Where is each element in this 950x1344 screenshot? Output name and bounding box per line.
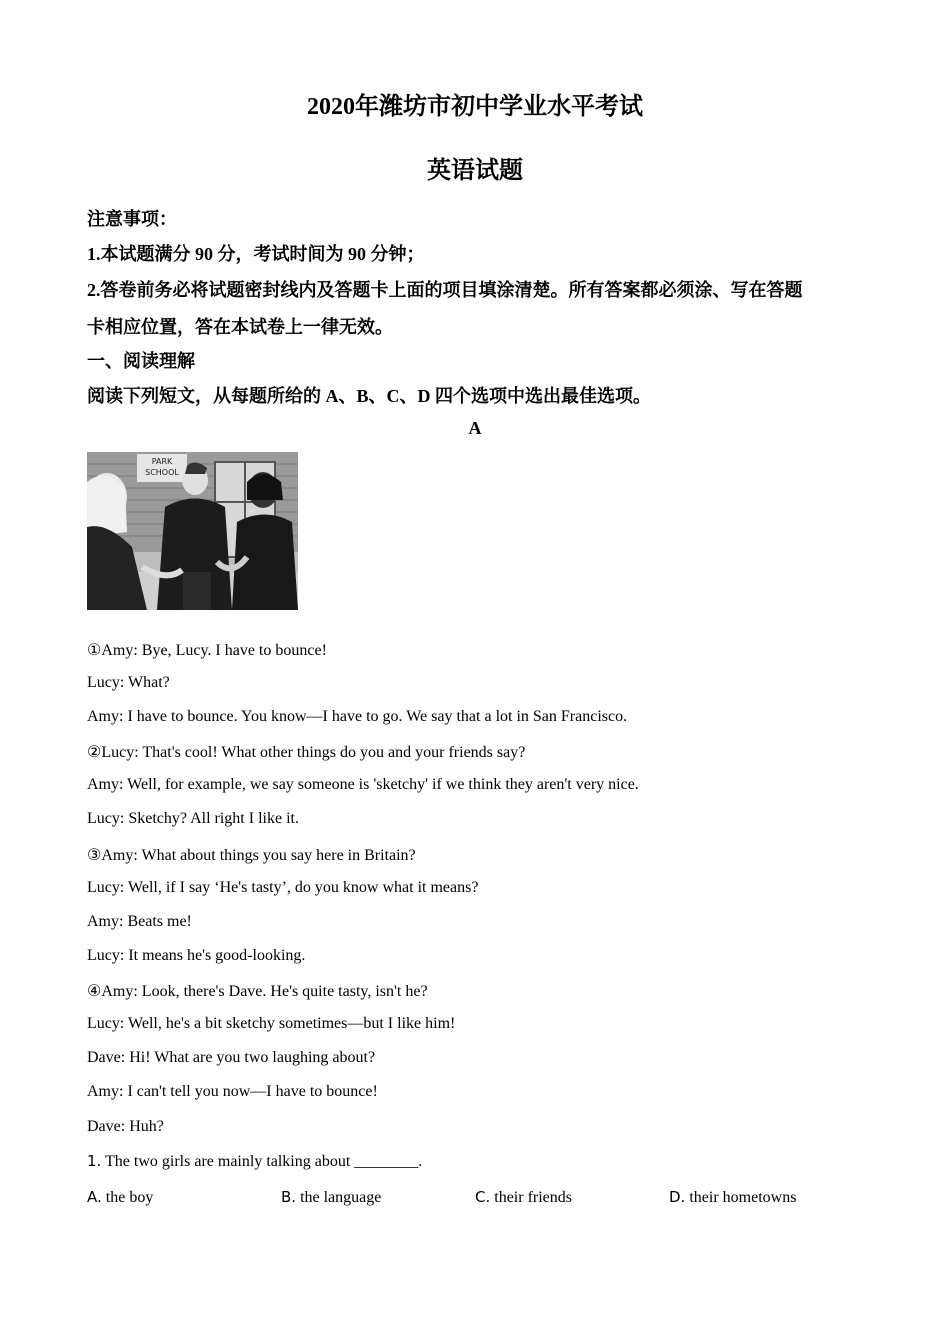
option-text: the boy (101, 1189, 154, 1206)
dialogue-line: ④Amy: Look, there's Dave. He's quite tasty, isn't he? (87, 983, 428, 1000)
notes-item-2-line-1: 2.答卷前务必将试题密封线内及答题卡上面的项目填涂清楚。所有答案都必须涂、写在答题 (87, 280, 803, 300)
passage-photo (87, 452, 298, 610)
option-c[interactable] (475, 1188, 572, 1207)
exam-subtitle: 英语试题 (427, 158, 523, 184)
dialogue-line: ①Amy: Bye, Lucy. I have to bounce! (87, 642, 327, 659)
notes-item-1: 1.本试题满分 90 分，考试时间为 90 分钟； (87, 244, 425, 264)
dialogue-line: ③Amy: What about things you say here in Britain? (87, 847, 416, 864)
dialogue-line: ②Lucy: That's cool! What other things do you and your friends say? (87, 744, 526, 761)
question-stem: The two girls are mainly talking about ________. (101, 1153, 423, 1170)
dialogue-line: Dave: Huh? (87, 1118, 164, 1135)
dialogue-line: Lucy: Sketchy? All right I like it. (87, 810, 299, 827)
option-text: their friends (490, 1189, 572, 1206)
option-a[interactable] (87, 1188, 153, 1207)
option-letter: D. (669, 1188, 686, 1206)
dialogue-line: Lucy: What? (87, 674, 170, 691)
dialogue-line: Dave: Hi! What are you two laughing about? (87, 1049, 376, 1066)
dialogue-line: Lucy: Well, he's a bit sketchy sometimes—but I like him! (87, 1015, 456, 1032)
dialogue-line: Amy: Beats me! (87, 913, 192, 930)
dialogue-line: Amy: I can't tell you now—I have to bounce! (87, 1083, 378, 1100)
dialogue-line: Amy: I have to bounce. You know—I have to go. We say that a lot in San Francisco. (87, 708, 628, 725)
photo-sign-line-1: PARK (151, 457, 173, 466)
dialogue-line: Lucy: Well, if I say ‘He's tasty’, do you know what it means? (87, 879, 479, 896)
option-letter: A. (87, 1188, 102, 1206)
section-heading: 一、阅读理解 (87, 351, 195, 371)
question-number: 1. (87, 1152, 102, 1170)
option-d[interactable] (669, 1188, 796, 1207)
photo-sign-line-2: SCHOOL (145, 468, 179, 477)
option-text: the language (296, 1189, 382, 1206)
option-letter: C. (475, 1188, 491, 1206)
notes-heading: 注意事项： (87, 209, 177, 229)
option-text: their hometowns (685, 1189, 797, 1206)
section-instruction: 阅读下列短文，从每题所给的 A、B、C、D 四个选项中选出最佳选项。 (87, 386, 651, 406)
passage-label: A (468, 418, 482, 438)
notes-item-2-line-2: 卡相应位置，答在本试卷上一律无效。 (87, 317, 393, 337)
option-b[interactable] (281, 1188, 381, 1207)
dialogue-line: Amy: Well, for example, we say someone is 'sketchy' if we think they aren't very nice. (87, 776, 639, 793)
option-letter: B. (281, 1188, 297, 1206)
dialogue-line: Lucy: It means he's good-looking. (87, 947, 306, 964)
question-1 (87, 1152, 422, 1171)
exam-title: 2020年潍坊市初中学业水平考试 (307, 94, 643, 120)
